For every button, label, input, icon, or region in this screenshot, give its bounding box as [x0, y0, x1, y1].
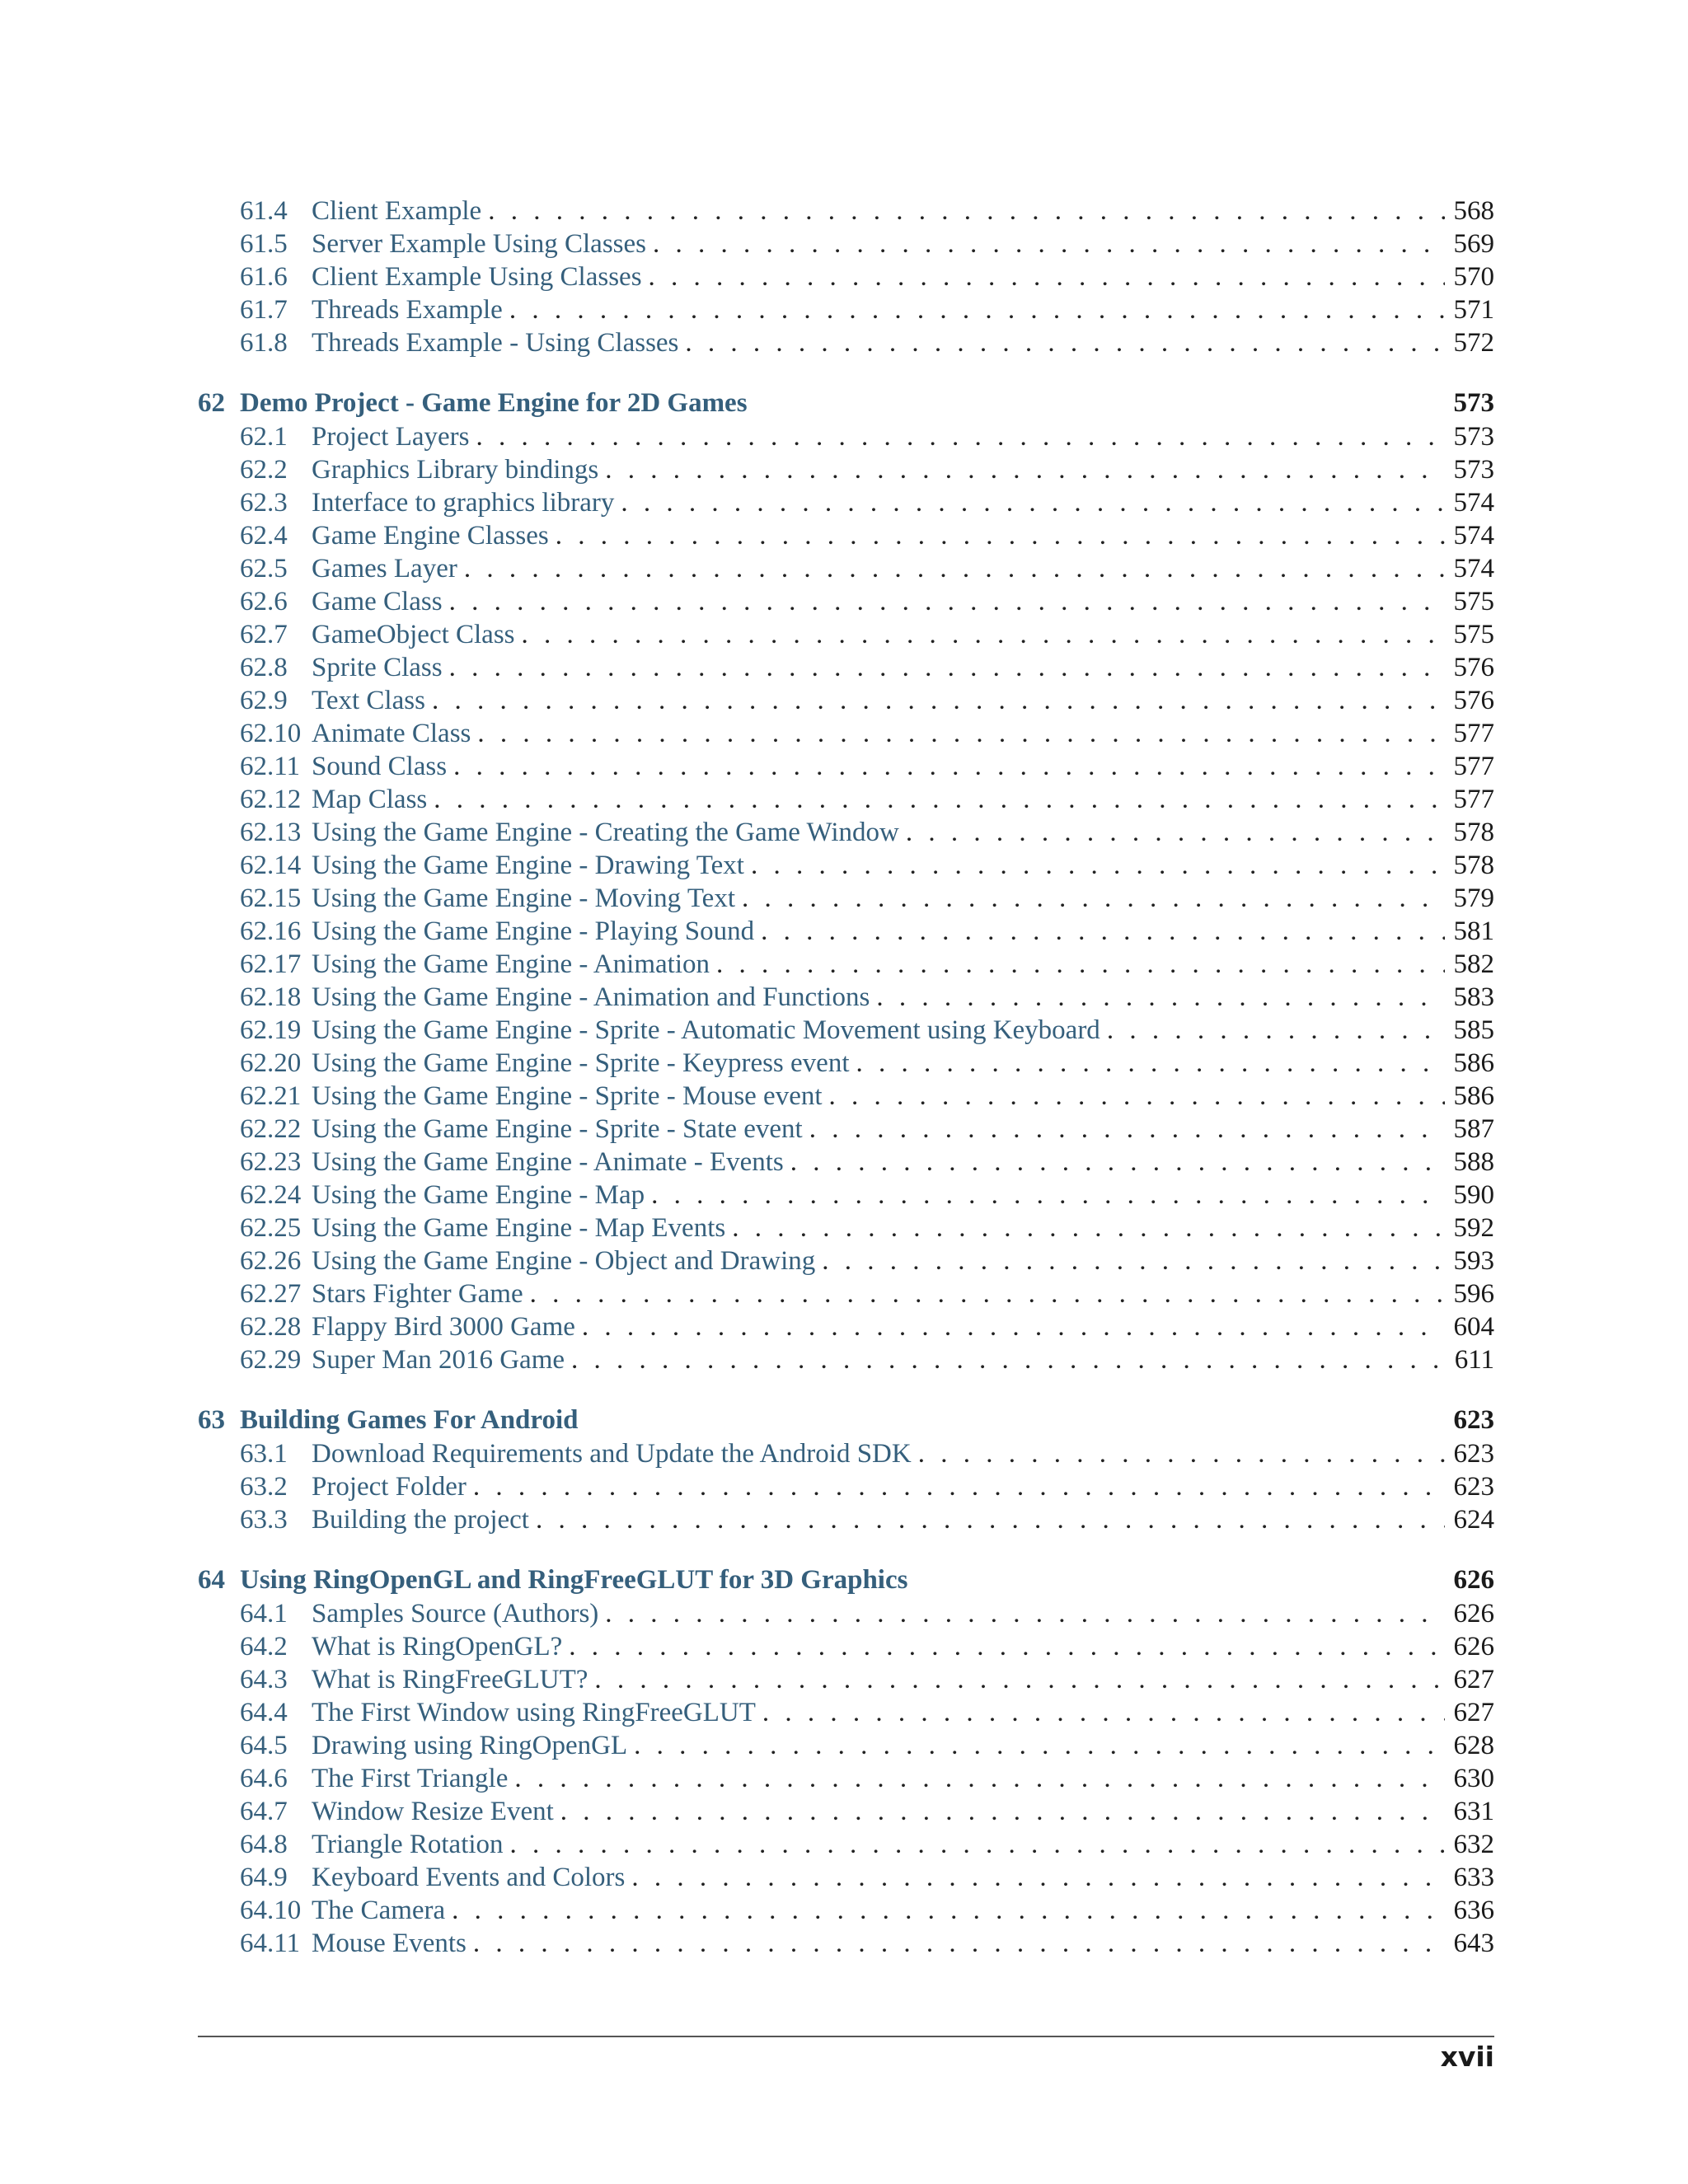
toc-section-entry[interactable]	[198, 816, 1494, 849]
toc-entry-page: 587	[1453, 1114, 1494, 1144]
toc-entry-title[interactable]: The Camera	[312, 1896, 446, 1925]
toc-entry-number[interactable]: 62.1	[240, 422, 288, 452]
toc-section-entry[interactable]	[198, 227, 1494, 260]
toc-entry-title[interactable]: Using the Game Engine - Sprite - Keypress event	[312, 1048, 850, 1078]
toc-dot-leader	[594, 1663, 1445, 1696]
toc-section-entry[interactable]	[198, 1795, 1494, 1828]
toc-section-entry[interactable]	[198, 882, 1494, 915]
toc-section-entry[interactable]	[198, 519, 1494, 552]
toc-entry-page: 576	[1453, 686, 1494, 715]
toc-dot-leader	[918, 1437, 1445, 1470]
toc-entry-page: 573	[1453, 455, 1494, 485]
toc-entry-title[interactable]: Stars Fighter Game	[312, 1279, 523, 1309]
toc-dot-leader	[809, 1113, 1445, 1146]
toc-section-entry[interactable]	[198, 1894, 1494, 1927]
toc-entry-title[interactable]: Using the Game Engine - Animation	[312, 949, 710, 979]
toc-dot-leader	[556, 519, 1445, 552]
toc-dot-leader	[464, 552, 1445, 585]
toc-entry-title[interactable]: Animate Class	[312, 719, 471, 748]
toc-entry-page: 583	[1453, 982, 1494, 1012]
toc-entry-number[interactable]: 61.6	[240, 262, 288, 292]
toc-entry-title[interactable]: Graphics Library bindings	[312, 455, 599, 485]
toc-entry-title[interactable]: Client Example	[312, 196, 482, 226]
toc-entry-number[interactable]: 61.5	[240, 229, 288, 259]
toc-entry-page: 585	[1453, 1015, 1494, 1045]
toc-section-entry[interactable]	[198, 750, 1494, 783]
toc-entry-title[interactable]: Using RingOpenGL and RingFreeGLUT for 3D Graphics	[240, 1565, 908, 1595]
toc-entry-title[interactable]: Threads Example - Using Classes	[312, 328, 679, 358]
toc-entry-page: 578	[1453, 851, 1494, 880]
toc-entry-number[interactable]: 62.5	[240, 554, 288, 583]
toc-entry-number[interactable]: 62.28	[240, 1312, 302, 1342]
toc-dot-leader	[751, 849, 1445, 882]
toc-entry-page: 626	[1453, 1632, 1494, 1661]
toc-dot-leader	[510, 1828, 1445, 1861]
page-number: xvii	[1440, 2041, 1494, 2073]
toc-entry-page: 569	[1453, 229, 1494, 259]
toc-entry-number[interactable]: 61.8	[240, 328, 288, 358]
toc-entry-title[interactable]: Using the Game Engine - Animate - Events	[312, 1147, 784, 1177]
toc-entry-page: 572	[1453, 328, 1494, 358]
toc-entry-page: 627	[1453, 1665, 1494, 1694]
toc-section-entry[interactable]	[198, 293, 1494, 326]
toc-entry-number[interactable]: 62.13	[240, 818, 302, 847]
toc-entry-title[interactable]: Flappy Bird 3000 Game	[312, 1312, 575, 1342]
toc-entry-title[interactable]: Games Layer	[312, 554, 457, 583]
toc-dot-leader	[530, 1277, 1445, 1310]
toc-entry-title[interactable]: Using the Game Engine - Moving Text	[312, 883, 735, 913]
toc-entry-page: 579	[1453, 883, 1494, 913]
toc-entry-title[interactable]: Using the Game Engine - Creating the Game Window	[312, 818, 899, 847]
toc-entry-page: 574	[1453, 554, 1494, 583]
toc-entry-page: 588	[1453, 1147, 1494, 1177]
toc-entry-number[interactable]: 62.27	[240, 1279, 302, 1309]
toc-dot-leader	[856, 1047, 1446, 1080]
toc-dot-leader	[488, 194, 1445, 227]
toc-entry-number[interactable]: 62.2	[240, 455, 288, 485]
toc-section-entry[interactable]	[198, 1310, 1494, 1343]
toc-section-entry[interactable]	[198, 1179, 1494, 1212]
toc-entry-number[interactable]: 62.29	[240, 1345, 302, 1375]
toc-entry-title[interactable]: Using the Game Engine - Animation and Functions	[312, 982, 870, 1012]
toc-section-entry[interactable]	[198, 326, 1494, 359]
toc-entry-page: 624	[1453, 1505, 1494, 1535]
toc-dot-leader	[653, 227, 1445, 260]
toc-entry-title[interactable]: What is RingFreeGLUT?	[312, 1665, 588, 1694]
toc-entry-title[interactable]: Server Example Using Classes	[312, 229, 647, 259]
toc-section-entry[interactable]	[198, 948, 1494, 981]
toc-dot-leader	[621, 486, 1445, 519]
chapter-gap	[198, 1536, 1494, 1563]
toc-section-entry[interactable]	[198, 260, 1494, 293]
toc-entry-page: 575	[1453, 587, 1494, 616]
toc-entry-title[interactable]: Interface to graphics library	[312, 488, 615, 518]
toc-section-entry[interactable]	[198, 1927, 1494, 1960]
toc-entry-page: 630	[1453, 1764, 1494, 1793]
toc-entry-number[interactable]: 63.1	[240, 1439, 288, 1469]
toc-entry-number[interactable]: 64.3	[240, 1665, 288, 1694]
toc-entry-number[interactable]: 63.2	[240, 1472, 288, 1502]
toc-section-entry[interactable]	[198, 1630, 1494, 1663]
chapter-gap	[198, 359, 1494, 386]
toc-section-entry[interactable]	[198, 552, 1494, 585]
toc-entry-page: 573	[1453, 388, 1494, 418]
toc-entry-number[interactable]: 64.9	[240, 1863, 288, 1892]
toc-section-entry[interactable]	[198, 486, 1494, 519]
toc-section-entry[interactable]	[198, 1503, 1494, 1536]
toc-dot-leader	[1107, 1014, 1445, 1047]
toc-section-entry[interactable]	[198, 684, 1494, 717]
toc-section-entry[interactable]	[198, 1080, 1494, 1113]
toc-dot-leader	[790, 1146, 1445, 1179]
toc-dot-leader	[569, 1630, 1445, 1663]
toc-entry-title[interactable]: Mouse Events	[312, 1929, 467, 1958]
toc-entry-number[interactable]: 63.3	[240, 1505, 288, 1535]
toc-entry-number[interactable]: 62.4	[240, 521, 288, 551]
toc-entry-number[interactable]: 64.5	[240, 1731, 288, 1760]
toc-entry-number[interactable]: 62.9	[240, 686, 288, 715]
toc-entry-number[interactable]: 62.16	[240, 916, 302, 946]
toc-entry-number[interactable]: 62.10	[240, 719, 302, 748]
toc-dot-leader	[434, 783, 1445, 816]
toc-section-entry[interactable]	[198, 1861, 1494, 1894]
toc-entry-page: 633	[1453, 1863, 1494, 1892]
toc-dot-leader	[685, 326, 1445, 359]
toc-entry-page: 574	[1453, 488, 1494, 518]
toc-entry-number[interactable]: 62.22	[240, 1114, 302, 1144]
toc-entry-title[interactable]: Triangle Rotation	[312, 1830, 504, 1859]
toc-chapter-entry[interactable]	[198, 1563, 1494, 1597]
toc-entry-page: 570	[1453, 262, 1494, 292]
toc-dot-leader	[605, 1597, 1445, 1630]
toc-dot-leader	[560, 1795, 1445, 1828]
toc-entry-page: 626	[1453, 1565, 1494, 1595]
toc-dot-leader	[476, 420, 1445, 453]
toc-entry-page: 631	[1453, 1797, 1494, 1826]
toc-section-entry[interactable]	[198, 1113, 1494, 1146]
toc-entry-page: 623	[1453, 1439, 1494, 1469]
toc-section-entry[interactable]	[198, 1470, 1494, 1503]
toc-entry-title[interactable]: Using the Game Engine - Drawing Text	[312, 851, 744, 880]
toc-entry-page: 596	[1453, 1279, 1494, 1309]
toc-section-entry[interactable]	[198, 1244, 1494, 1277]
toc-section-entry[interactable]	[198, 1597, 1494, 1630]
toc-entry-title[interactable]: Using the Game Engine - Map Events	[312, 1213, 726, 1243]
toc-entry-number[interactable]: 62.7	[240, 620, 288, 649]
toc-entry-title[interactable]: Map Class	[312, 785, 428, 814]
toc-section-entry[interactable]	[198, 585, 1494, 618]
toc-entry-number[interactable]: 62.3	[240, 488, 288, 518]
toc-entry-number[interactable]: 62.19	[240, 1015, 302, 1045]
toc-entry-page: 643	[1453, 1929, 1494, 1958]
toc-dot-leader	[509, 293, 1445, 326]
toc-entry-title[interactable]: Building the project	[312, 1505, 529, 1535]
table-of-contents	[198, 194, 1494, 1960]
toc-entry-title[interactable]: What is RingOpenGL?	[312, 1632, 563, 1661]
toc-entry-page: 590	[1453, 1180, 1494, 1210]
toc-entry-title[interactable]: Project Layers	[312, 422, 470, 452]
toc-section-entry[interactable]	[198, 981, 1494, 1014]
toc-dot-leader	[571, 1343, 1445, 1376]
chapter-gap	[198, 1376, 1494, 1403]
toc-entry-number[interactable]: 64.2	[240, 1632, 288, 1661]
toc-chapter-entry[interactable]	[198, 386, 1494, 420]
toc-section-entry[interactable]	[198, 1828, 1494, 1861]
toc-entry-title[interactable]: Super Man 2016 Game	[312, 1345, 565, 1375]
toc-section-entry[interactable]	[198, 1696, 1494, 1729]
toc-dot-leader	[876, 981, 1445, 1014]
toc-entry-page: 586	[1453, 1048, 1494, 1078]
toc-entry-title[interactable]: Samples Source (Authors)	[312, 1599, 599, 1629]
toc-dot-leader	[473, 1927, 1445, 1960]
toc-dot-leader	[822, 1244, 1445, 1277]
toc-entry-title[interactable]: Demo Project - Game Engine for 2D Games	[240, 388, 748, 418]
toc-dot-leader	[477, 717, 1445, 750]
toc-entry-title[interactable]: Client Example Using Classes	[312, 262, 642, 292]
toc-entry-title[interactable]: Window Resize Event	[312, 1797, 554, 1826]
toc-dot-leader	[473, 1470, 1445, 1503]
toc-entry-number[interactable]: 62.8	[240, 653, 288, 682]
toc-entry-page: 573	[1453, 422, 1494, 452]
toc-entry-page: 628	[1453, 1731, 1494, 1760]
toc-section-entry[interactable]	[198, 1146, 1494, 1179]
toc-entry-number[interactable]: 62.17	[240, 949, 302, 979]
toc-entry-page: 604	[1453, 1312, 1494, 1342]
toc-dot-leader	[742, 882, 1445, 915]
toc-dot-leader	[631, 1861, 1445, 1894]
toc-entry-page: 632	[1453, 1830, 1494, 1859]
toc-entry-title[interactable]: Using the Game Engine - Sprite - Mouse event	[312, 1081, 823, 1111]
toc-section-entry[interactable]	[198, 1277, 1494, 1310]
toc-entry-title[interactable]: Threads Example	[312, 295, 503, 325]
toc-entry-page: 577	[1453, 752, 1494, 781]
toc-entry-number[interactable]: 62.20	[240, 1048, 302, 1078]
toc-entry-number[interactable]: 62.6	[240, 587, 288, 616]
toc-entry-number[interactable]: 62.12	[240, 785, 302, 814]
toc-entry-number[interactable]: 64.6	[240, 1764, 288, 1793]
toc-dot-leader	[829, 1080, 1445, 1113]
toc-entry-page: 611	[1454, 1345, 1494, 1375]
toc-section-entry[interactable]	[198, 420, 1494, 453]
toc-entry-page: 571	[1453, 295, 1494, 325]
toc-section-entry[interactable]	[198, 1663, 1494, 1696]
toc-dot-leader	[716, 948, 1445, 981]
toc-entry-title[interactable]: Using the Game Engine - Playing Sound	[312, 916, 755, 946]
toc-section-entry[interactable]	[198, 651, 1494, 684]
toc-entry-title[interactable]: Game Engine Classes	[312, 521, 549, 551]
toc-entry-number[interactable]: 64.1	[240, 1599, 288, 1629]
toc-entry-page: 623	[1453, 1405, 1494, 1435]
toc-entry-page: 577	[1453, 719, 1494, 748]
toc-entry-number[interactable]: 64.11	[240, 1929, 301, 1958]
toc-entry-number[interactable]: 62	[198, 388, 225, 418]
toc-entry-title[interactable]: Drawing using RingOpenGL	[312, 1731, 628, 1760]
toc-dot-leader	[761, 915, 1445, 948]
toc-entry-page: 593	[1453, 1246, 1494, 1276]
toc-entry-title[interactable]: Project Folder	[312, 1472, 467, 1502]
toc-section-entry[interactable]	[198, 1762, 1494, 1795]
toc-section-entry[interactable]	[198, 618, 1494, 651]
toc-entry-number[interactable]: 62.15	[240, 883, 302, 913]
toc-entry-number[interactable]: 62.26	[240, 1246, 302, 1276]
toc-entry-page: 627	[1453, 1698, 1494, 1727]
toc-section-entry[interactable]	[198, 1047, 1494, 1080]
toc-entry-title[interactable]: Sound Class	[312, 752, 448, 781]
toc-entry-page: 636	[1453, 1896, 1494, 1925]
toc-entry-page: 568	[1453, 196, 1494, 226]
toc-entry-page: 578	[1453, 818, 1494, 847]
toc-dot-leader	[522, 618, 1445, 651]
toc-section-entry[interactable]	[198, 194, 1494, 227]
toc-entry-page: 581	[1453, 916, 1494, 946]
toc-entry-title[interactable]: Download Requirements and Update the Android SDK	[312, 1439, 912, 1469]
toc-section-entry[interactable]	[198, 1729, 1494, 1762]
toc-entry-title[interactable]: GameObject Class	[312, 620, 515, 649]
toc-entry-page: 575	[1453, 620, 1494, 649]
toc-section-entry[interactable]	[198, 717, 1494, 750]
toc-dot-leader	[634, 1729, 1445, 1762]
toc-dot-leader	[449, 585, 1445, 618]
toc-dot-leader	[732, 1212, 1445, 1244]
toc-entry-title[interactable]: Game Class	[312, 587, 443, 616]
toc-entry-page: 576	[1453, 653, 1494, 682]
toc-dot-leader	[453, 750, 1445, 783]
toc-entry-title[interactable]: The First Triangle	[312, 1764, 509, 1793]
toc-entry-number[interactable]: 62.23	[240, 1147, 302, 1177]
toc-entry-title[interactable]: Building Games For Android	[240, 1405, 579, 1435]
toc-entry-number[interactable]: 64.10	[240, 1896, 302, 1925]
toc-section-entry[interactable]	[198, 453, 1494, 486]
toc-entry-page: 626	[1453, 1599, 1494, 1629]
toc-dot-leader	[762, 1696, 1445, 1729]
toc-entry-number[interactable]: 62.21	[240, 1081, 302, 1111]
toc-entry-number[interactable]: 62.24	[240, 1180, 302, 1210]
toc-dot-leader	[582, 1310, 1445, 1343]
toc-entry-number[interactable]: 64	[198, 1565, 225, 1595]
toc-dot-leader	[649, 260, 1445, 293]
toc-dot-leader	[906, 816, 1445, 849]
toc-entry-title[interactable]: The First Window using RingFreeGLUT	[312, 1698, 756, 1727]
toc-chapter-entry[interactable]	[198, 1403, 1494, 1437]
toc-dot-leader	[605, 453, 1445, 486]
toc-section-entry[interactable]	[198, 849, 1494, 882]
toc-entry-number[interactable]: 64.4	[240, 1698, 288, 1727]
toc-entry-title[interactable]: Text Class	[312, 686, 425, 715]
toc-entry-title[interactable]: Using the Game Engine - Map	[312, 1180, 645, 1210]
toc-entry-title[interactable]: Using the Game Engine - Sprite - State event	[312, 1114, 803, 1144]
toc-entry-title[interactable]: Keyboard Events and Colors	[312, 1863, 626, 1892]
toc-entry-number[interactable]: 62.18	[240, 982, 302, 1012]
toc-entry-page: 582	[1453, 949, 1494, 979]
toc-section-entry[interactable]	[198, 1014, 1494, 1047]
toc-dot-leader	[536, 1503, 1445, 1536]
toc-entry-page: 574	[1453, 521, 1494, 551]
toc-section-entry[interactable]	[198, 915, 1494, 948]
toc-dot-leader	[449, 651, 1445, 684]
toc-entry-title[interactable]: Using the Game Engine - Object and Drawing	[312, 1246, 816, 1276]
toc-entry-number[interactable]: 62.11	[240, 752, 301, 781]
toc-entry-number[interactable]: 63	[198, 1405, 225, 1435]
toc-entry-title[interactable]: Using the Game Engine - Sprite - Automatic Movement using Keyboard	[312, 1015, 1100, 1045]
toc-entry-number[interactable]: 61.4	[240, 196, 288, 226]
toc-dot-leader	[452, 1894, 1445, 1927]
toc-entry-number[interactable]: 62.25	[240, 1213, 302, 1243]
toc-dot-leader	[514, 1762, 1445, 1795]
toc-entry-page: 577	[1453, 785, 1494, 814]
toc-entry-number[interactable]: 64.8	[240, 1830, 288, 1859]
toc-entry-number[interactable]: 61.7	[240, 295, 288, 325]
toc-dot-leader	[651, 1179, 1445, 1212]
toc-entry-page: 586	[1453, 1081, 1494, 1111]
toc-entry-page: 592	[1453, 1213, 1494, 1243]
toc-entry-page: 623	[1453, 1472, 1494, 1502]
toc-section-entry[interactable]	[198, 1343, 1494, 1376]
toc-section-entry[interactable]	[198, 783, 1494, 816]
toc-entry-number[interactable]: 64.7	[240, 1797, 288, 1826]
toc-entry-number[interactable]: 62.14	[240, 851, 302, 880]
toc-entry-title[interactable]: Sprite Class	[312, 653, 443, 682]
toc-section-entry[interactable]	[198, 1212, 1494, 1244]
toc-section-entry[interactable]	[198, 1437, 1494, 1470]
toc-dot-leader	[432, 684, 1445, 717]
footer-rule	[198, 2036, 1494, 2037]
